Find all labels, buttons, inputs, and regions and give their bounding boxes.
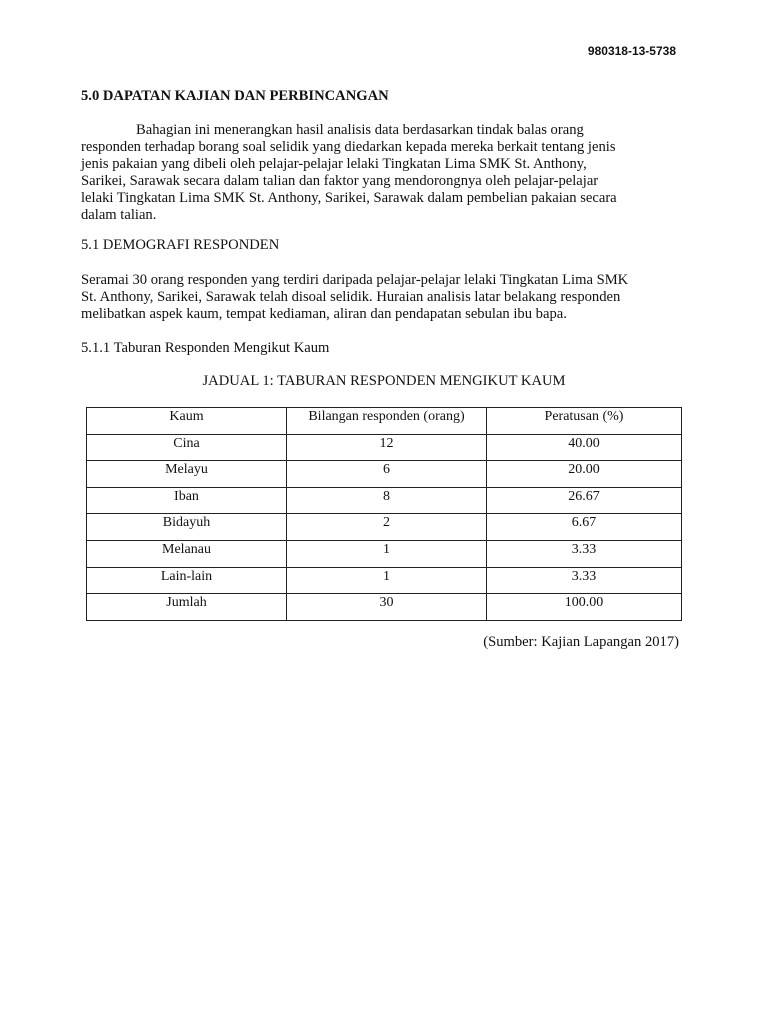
table-cell: 3.33	[487, 567, 682, 594]
text-line: St. Anthony, Sarikei, Sarawak telah disoal selidik. Huraian analisis latar belakang responden	[81, 288, 621, 305]
text-line: Seramai 30 orang responden yang terdiri daripada pelajar-pelajar lelaki Tingkatan Lima SMK	[81, 272, 629, 288]
table-row	[87, 487, 682, 514]
table-cell: 26.67	[487, 487, 682, 514]
table-cell: Kaum	[87, 408, 287, 435]
table-row	[87, 461, 682, 488]
table-row	[87, 594, 682, 621]
document-id: 980318-13-5738	[587, 44, 676, 58]
table-cell: Jumlah	[87, 594, 287, 621]
table-source: (Sumber: Kajian Lapangan 2017)	[483, 634, 679, 650]
table-cell: 2	[287, 514, 487, 541]
subsection-heading: 5.1 DEMOGRAFI RESPONDEN	[81, 237, 280, 253]
table-cell: 40.00	[487, 434, 682, 461]
table-cell: 20.00	[487, 461, 682, 488]
subsubsection-heading: 5.1.1 Taburan Responden Mengikut Kaum	[81, 340, 330, 356]
table-cell: 12	[287, 434, 487, 461]
table-cell: Iban	[87, 487, 287, 514]
table-cell: 6	[287, 461, 487, 488]
table-header-row	[87, 408, 682, 435]
section-heading: 5.0 DAPATAN KAJIAN DAN PERBINCANGAN	[81, 88, 389, 104]
table-cell: Bidayuh	[87, 514, 287, 541]
table-cell: Lain-lain	[87, 567, 287, 594]
table-cell: Peratusan (%)	[487, 408, 682, 435]
table-cell: Cina	[87, 434, 287, 461]
table-caption: JADUAL 1: TABURAN RESPONDEN MENGIKUT KAUM	[202, 373, 566, 389]
text-line: lelaki Tingkatan Lima SMK St. Anthony, Sarikei, Sarawak dalam pembelian pakaian secara	[81, 189, 617, 206]
text-line: Bahagian ini menerangkan hasil analisis data berdasarkan tindak balas orang	[136, 122, 584, 138]
text-line: responden terhadap borang soal selidik yang diedarkan kepada mereka berkait tentang jenis	[81, 138, 616, 155]
table-cell: 100.00	[487, 594, 682, 621]
table-row	[87, 514, 682, 541]
table-row	[87, 434, 682, 461]
table-cell: Bilangan responden (orang)	[287, 408, 487, 435]
table-cell: 3.33	[487, 540, 682, 567]
table-cell: Melanau	[87, 540, 287, 567]
text-line: jenis pakaian yang dibeli oleh pelajar-pelajar lelaki Tingkatan Lima SMK St. Anthony,	[81, 155, 587, 172]
respondent-table	[86, 407, 682, 621]
text-line: dalam talian.	[81, 206, 157, 223]
table-row	[87, 567, 682, 594]
table-cell: 8	[287, 487, 487, 514]
table-cell: Melayu	[87, 461, 287, 488]
intro-paragraph	[81, 122, 681, 223]
table-row	[87, 540, 682, 567]
text-line: Sarikei, Sarawak secara dalam talian dan faktor yang mendorongnya oleh pelajar-pelajar	[81, 172, 599, 189]
table-cell: 1	[287, 540, 487, 567]
table-cell: 30	[287, 594, 487, 621]
table-cell: 1	[287, 567, 487, 594]
text-line: melibatkan aspek kaum, tempat kediaman, aliran dan pendapatan sebulan ibu bapa.	[81, 305, 567, 322]
table-cell: 6.67	[487, 514, 682, 541]
demografi-paragraph	[81, 272, 681, 323]
